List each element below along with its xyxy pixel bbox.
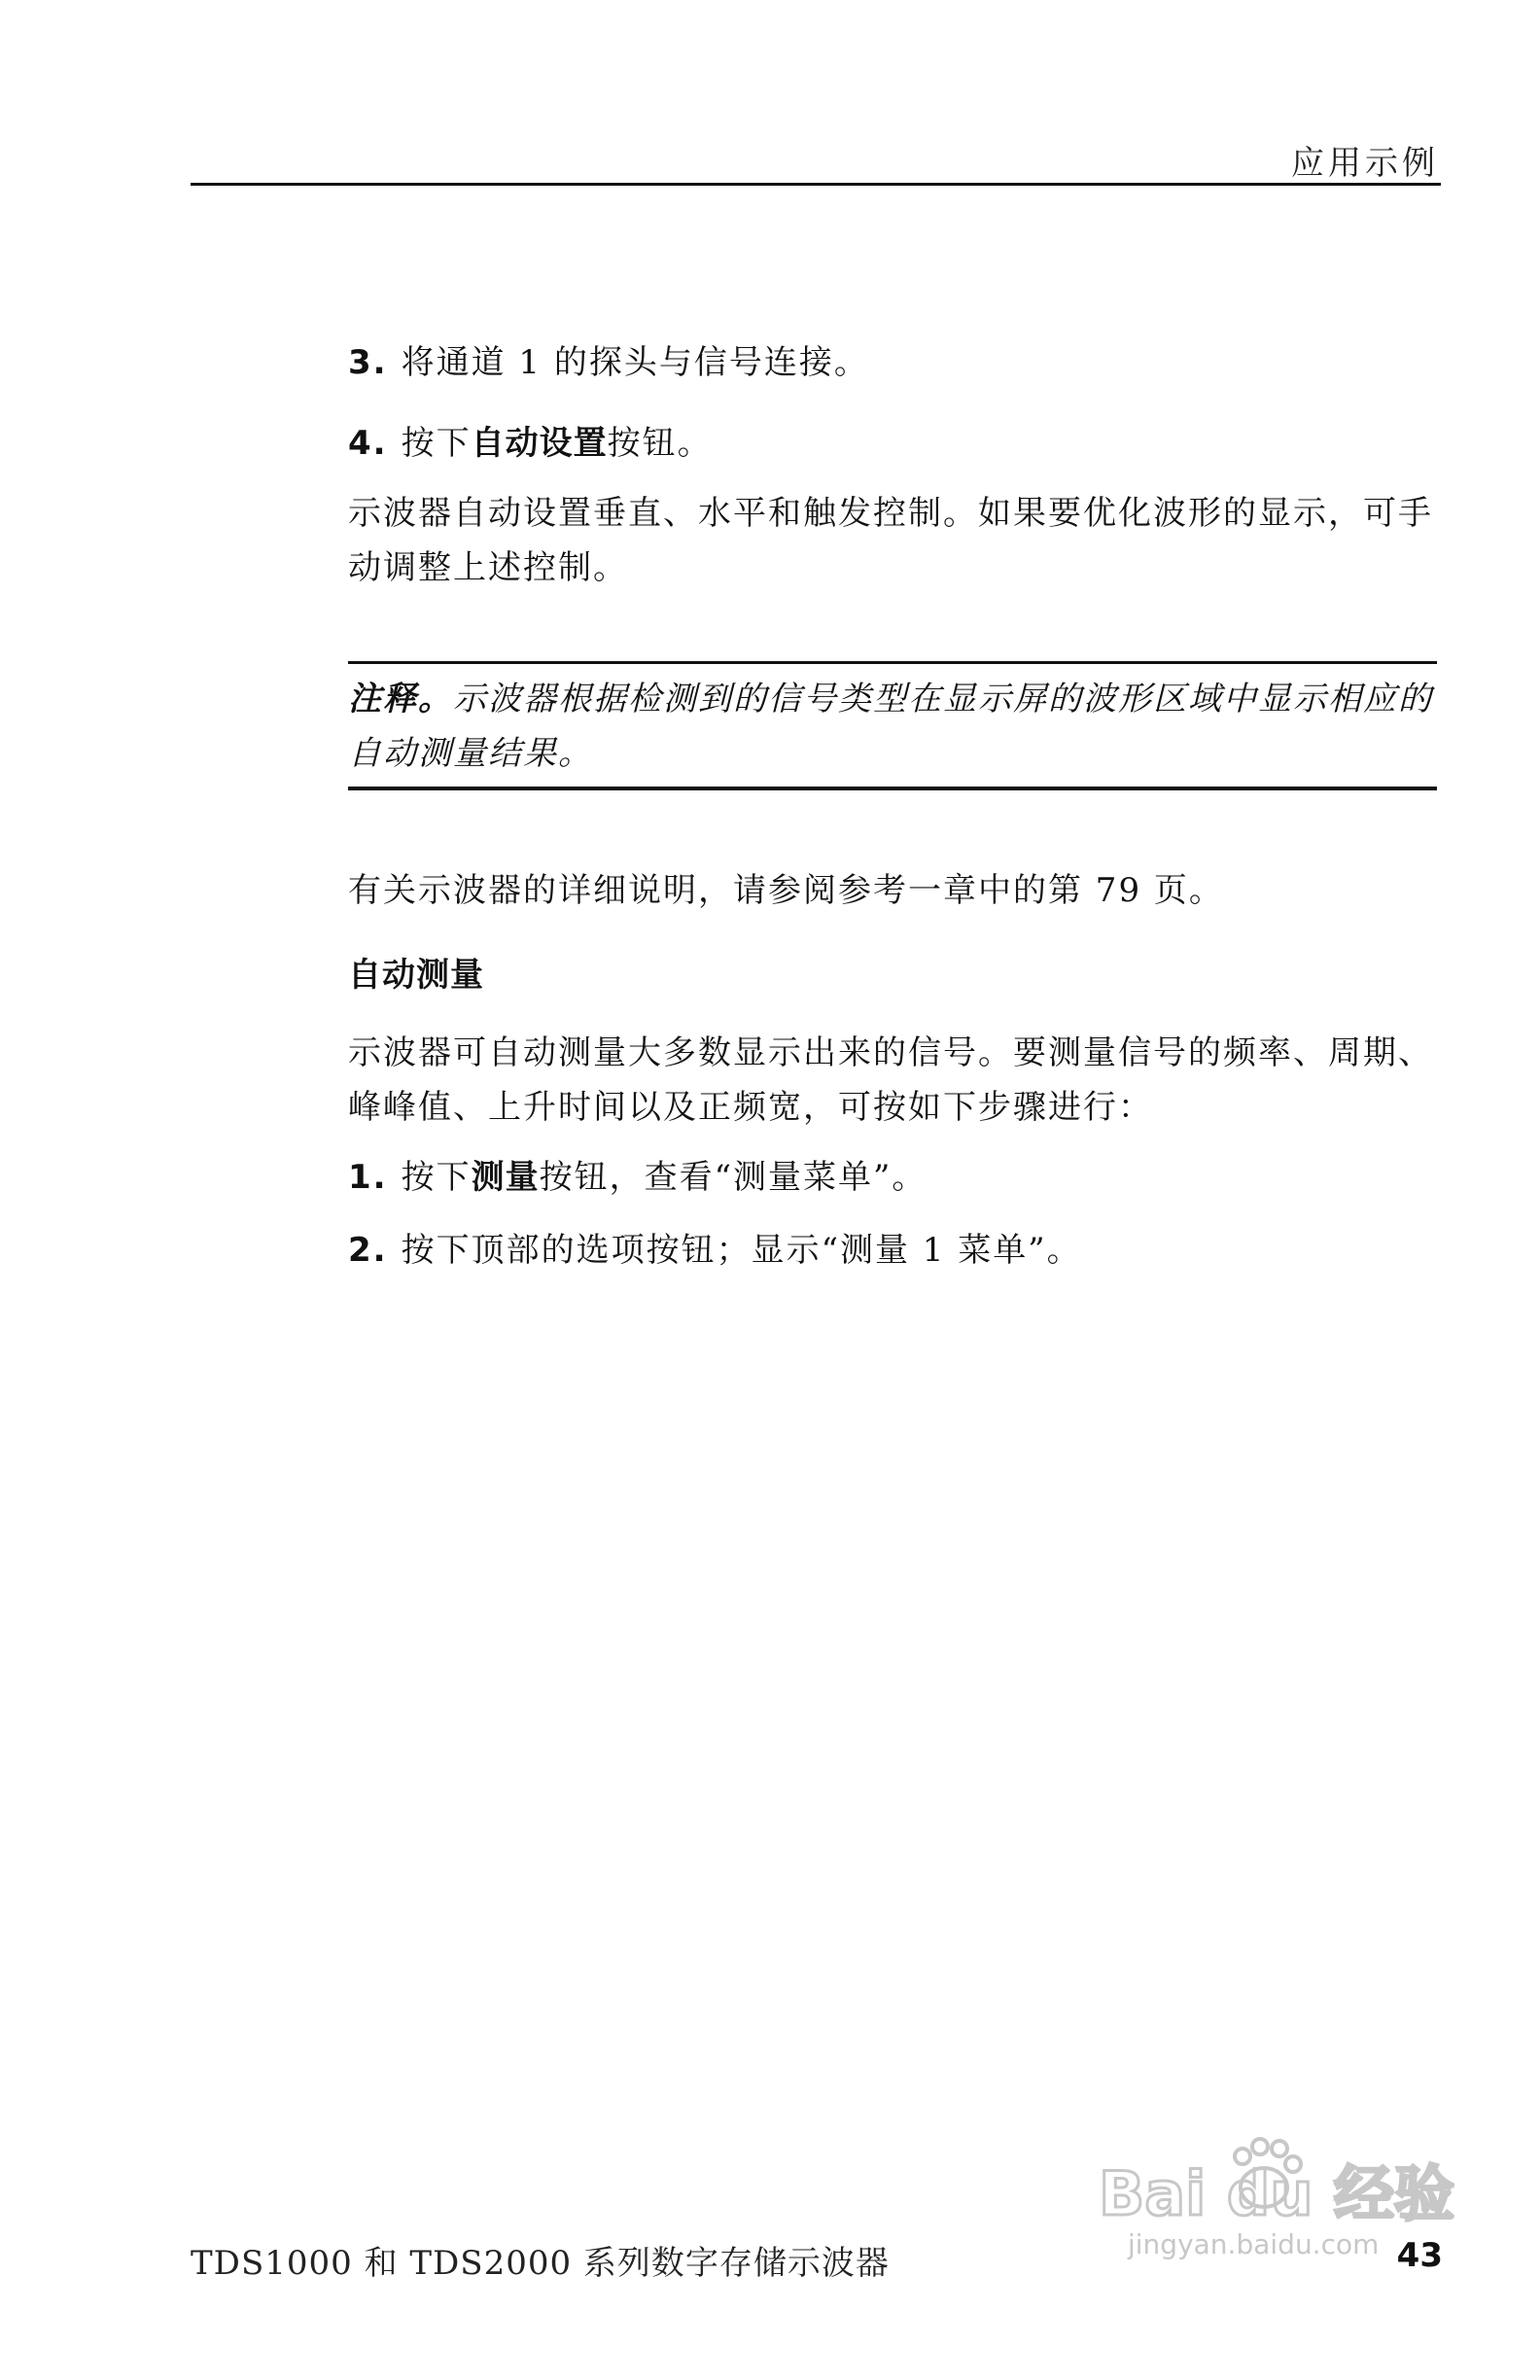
autoset-keyword: 自动设置 (471, 424, 608, 463)
step-text-pre: 按下 (401, 1158, 472, 1197)
running-header: 应用示例 (1291, 144, 1439, 183)
step-text-pre: 按下 (401, 424, 472, 463)
note-text: 示波器根据检测到的信号类型在显示屏的波形区域中显示相应的自动测量结果。 (348, 680, 1433, 773)
footer-document-title: TDS1000 和 TDS2000 系列数字存储示波器 (191, 2244, 890, 2283)
step-text-post: 按钮。 (607, 424, 713, 463)
step-number: 1. (348, 1158, 388, 1197)
note-label: 注释。 (348, 680, 453, 718)
step-text: 按下顶部的选项按钮；显示“测量 1 菜单”。 (401, 1231, 1082, 1270)
paragraph-text: 示波器可自动测量大多数显示出来的信号。要测量信号的频率、周期、峰峰值、上升时间以及正频宽，可按如下步骤进行： (348, 1033, 1433, 1127)
step-text-post: 按钮，查看“测量菜单”。 (539, 1158, 928, 1197)
watermark-brand: Bai du 经验 (1099, 2158, 1455, 2229)
step-number: 3. (348, 343, 388, 382)
note-box (348, 661, 1437, 790)
watermark-url: jingyan.baidu.com (1128, 2228, 1380, 2260)
reference-paragraph (348, 863, 1437, 918)
page-number: 43 (1396, 2236, 1443, 2275)
measure-keyword: 测量 (471, 1158, 540, 1197)
step-1 (348, 1150, 1437, 1205)
paragraph-text: 示波器自动设置垂直、水平和触发控制。如果要优化波形的显示，可手动调整上述控制。 (348, 494, 1433, 587)
step-3 (348, 335, 1437, 390)
step-number: 4. (348, 424, 388, 463)
baidu-jingyan-watermark (1089, 2118, 1458, 2263)
step-4 (348, 416, 1437, 471)
step-number: 2. (348, 1231, 388, 1270)
section-heading: 自动测量 (348, 956, 484, 995)
header-rule (191, 183, 1441, 186)
paragraph-text: 有关示波器的详细说明，请参阅参考一章中的第 79 页。 (348, 871, 1224, 910)
step-text: 将通道 1 的探头与信号连接。 (401, 343, 869, 382)
step-2 (348, 1223, 1437, 1278)
autoset-paragraph (348, 486, 1437, 595)
section-intro (348, 1026, 1437, 1135)
